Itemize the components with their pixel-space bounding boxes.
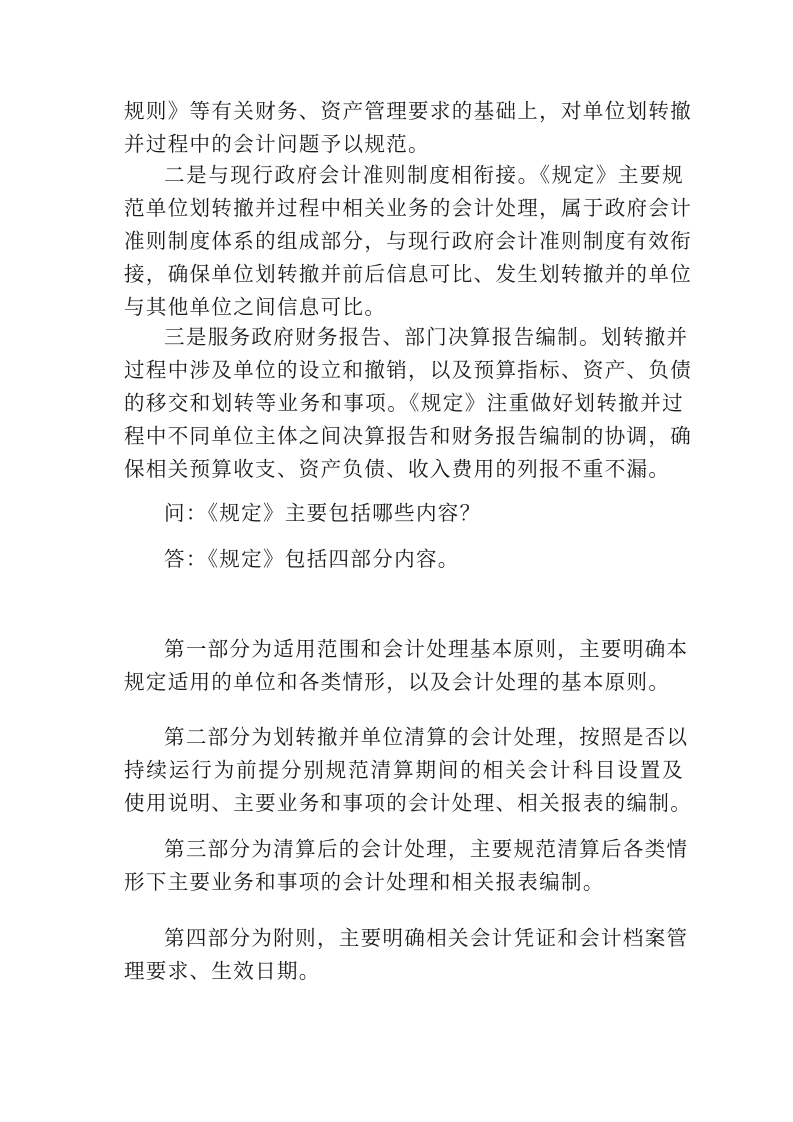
paragraph-line: 保相关预算收支、资产负债、收入费用的列报不重不漏。 bbox=[124, 457, 671, 481]
paragraph-line: 第一部分为适用范围和会计处理基本原则，主要明确本 bbox=[164, 637, 689, 661]
paragraph-line: 二是与现行政府会计准则制度相衔接。《规定》主要规 bbox=[164, 163, 684, 187]
paragraph-line: 接，确保单位划转撤并前后信息可比、发生划转撤并的单位 bbox=[124, 262, 693, 286]
paragraph-line: 规定适用的单位和各类情形，以及会计处理的基本原则。 bbox=[124, 670, 671, 694]
paragraph-line: 理要求、生效日期。 bbox=[124, 959, 321, 983]
paragraph-line: 规则》等有关财务、资产管理要求的基础上，对单位划转撤 bbox=[124, 99, 693, 123]
paragraph-line: 范单位划转撤并过程中相关业务的会计处理，属于政府会计 bbox=[124, 196, 693, 220]
paragraph-line: 的移交和划转等业务和事项。《规定》注重做好划转撤并过 bbox=[124, 391, 684, 415]
paragraph-line: 第二部分为划转撤并单位清算的会计处理，按照是否以 bbox=[164, 725, 689, 749]
paragraph-line: 并过程中的会计问题予以规范。 bbox=[124, 132, 430, 156]
paragraph-line: 程中不同单位主体之间决算报告和财务报告编制的协调，确 bbox=[124, 424, 693, 448]
paragraph-line: 三是服务政府财务报告、部门决算报告编制。划转撤并 bbox=[164, 325, 689, 349]
paragraph-line: 第三部分为清算后的会计处理，主要规范清算后各类情 bbox=[164, 837, 689, 861]
question-line: 问：《规定》主要包括哪些内容？ bbox=[164, 501, 482, 525]
paragraph-line: 过程中涉及单位的设立和撤销，以及预算指标、资产、负债 bbox=[124, 358, 693, 382]
paragraph-line: 持续运行为前提分别规范清算期间的相关会计科目设置及 bbox=[124, 758, 684, 782]
paragraph-line: 使用说明、主要业务和事项的会计处理、相关报表的编制。 bbox=[124, 791, 693, 815]
paragraph-line: 准则制度体系的组成部分，与现行政府会计准则制度有效衔 bbox=[124, 229, 693, 253]
paragraph-line: 形下主要业务和事项的会计处理和相关报表编制。 bbox=[124, 870, 605, 894]
answer-line: 答：《规定》包括四部分内容。 bbox=[164, 547, 460, 571]
paragraph-line: 与其他单位之间信息可比。 bbox=[124, 295, 387, 319]
paragraph-line: 第四部分为附则，主要明确相关会计凭证和会计档案管 bbox=[164, 926, 689, 950]
